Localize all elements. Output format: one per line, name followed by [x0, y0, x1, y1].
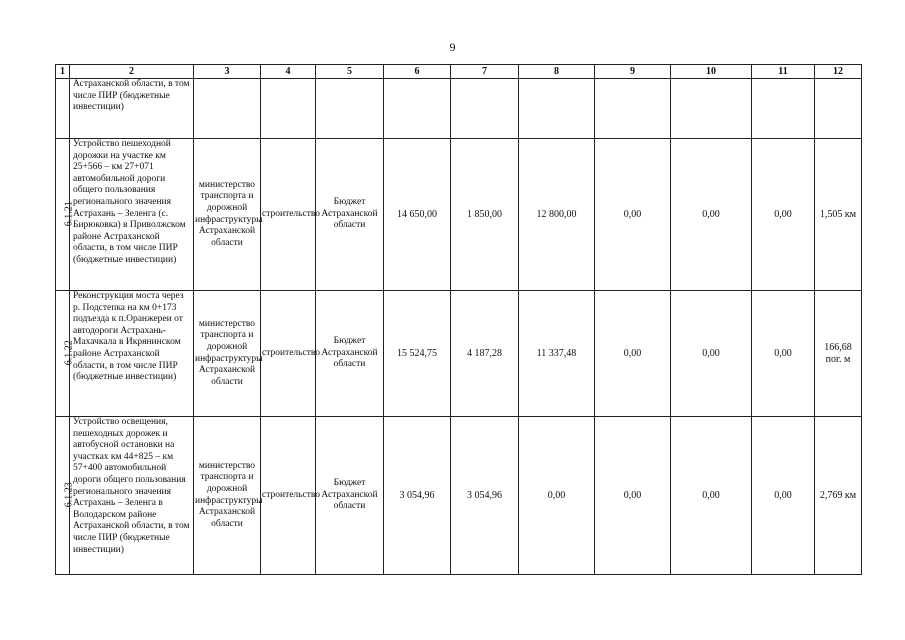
row-type: строительство [261, 291, 316, 417]
table-row [56, 79, 862, 139]
row-description: Астраханской области, в том числе ПИР (бюджетные инвестиции) [70, 79, 194, 139]
header-cell: 7 [451, 65, 519, 79]
row-c7: 4 187,28 [451, 291, 519, 417]
row-c12 [815, 79, 862, 139]
row-code: 6.1.21 [56, 139, 70, 291]
row-c11: 0,00 [752, 139, 815, 291]
row-c12: 166,68 пог. м [815, 291, 862, 417]
table-row [56, 139, 862, 291]
header-cell: 9 [595, 65, 671, 79]
header-cell: 1 [56, 65, 70, 79]
row-c11 [752, 79, 815, 139]
header-cell: 10 [671, 65, 752, 79]
row-executor: министерство транспорта и дорожной инфраструктуры Астраханской области [194, 291, 261, 417]
row-c9: 0,00 [595, 139, 671, 291]
row-c8: 0,00 [519, 417, 595, 575]
row-c10 [671, 79, 752, 139]
row-c12: 2,769 км [815, 417, 862, 575]
row-code [56, 79, 70, 139]
header-cell: 3 [194, 65, 261, 79]
row-executor: министерство транспорта и дорожной инфраструктуры Астраханской области [194, 417, 261, 575]
header-cell: 2 [70, 65, 194, 79]
row-c12: 1,505 км [815, 139, 862, 291]
header-cell: 5 [316, 65, 384, 79]
header-cell: 11 [752, 65, 815, 79]
row-code: 6.1.23 [56, 417, 70, 575]
row-executor: министерство транспорта и дорожной инфраструктуры Астраханской области [194, 139, 261, 291]
row-source: Бюджет Астраханской области [316, 139, 384, 291]
row-description: Реконструкция моста через р. Подстепка на км 0+173 подъезда к п.Оранжереи от автодороги Астрахань-Махачкала в Икрянинском районе Астраханской области, в том числе ПИР (бюджетные инвестиции) [70, 291, 194, 417]
table-row [56, 417, 862, 575]
row-c6: 3 054,96 [384, 417, 451, 575]
page-number: 9 [449, 40, 456, 54]
row-description: Устройство пешеходной дорожки на участке км 25+566 – км 27+071 автомобильной дороги общего пользования регионального значения Астрахань – Зеленга (с. Бирюковка) в Приволжском районе Астраханской области, в том числе ПИР (бюджетные инвестиции) [70, 139, 194, 291]
header-cell: 12 [815, 65, 862, 79]
row-c6: 15 524,75 [384, 291, 451, 417]
row-c10: 0,00 [671, 417, 752, 575]
row-executor [194, 79, 261, 139]
row-type [261, 79, 316, 139]
row-c9: 0,00 [595, 291, 671, 417]
row-source [316, 79, 384, 139]
row-c7 [451, 79, 519, 139]
row-c7: 3 054,96 [451, 417, 519, 575]
row-c10: 0,00 [671, 139, 752, 291]
row-c8 [519, 79, 595, 139]
row-c9: 0,00 [595, 417, 671, 575]
row-c10: 0,00 [671, 291, 752, 417]
row-c8: 12 800,00 [519, 139, 595, 291]
header-cell: 6 [384, 65, 451, 79]
header-cell: 4 [261, 65, 316, 79]
row-c7: 1 850,00 [451, 139, 519, 291]
row-description: Устройство освещения, пешеходных дорожек и автобусной остановки на участках км 44+825 – км 57+400 автомобильной дороги общего пользования регионального значения Астрахань – Зеленга в Володарском районе Астраханской области, в том числе ПИР (бюджетные инвестиции) [70, 417, 194, 575]
row-type: строительство [261, 417, 316, 575]
table-row [56, 291, 862, 417]
row-c11: 0,00 [752, 291, 815, 417]
row-c6 [384, 79, 451, 139]
budget-table [55, 64, 862, 575]
row-type: строительство [261, 139, 316, 291]
row-source: Бюджет Астраханской области [316, 417, 384, 575]
row-c11: 0,00 [752, 417, 815, 575]
header-cell: 8 [519, 65, 595, 79]
row-c8: 11 337,48 [519, 291, 595, 417]
row-c9 [595, 79, 671, 139]
row-c6: 14 650,00 [384, 139, 451, 291]
row-code: 6.1.22 [56, 291, 70, 417]
header-row [56, 65, 862, 79]
row-source: Бюджет Астраханской области [316, 291, 384, 417]
